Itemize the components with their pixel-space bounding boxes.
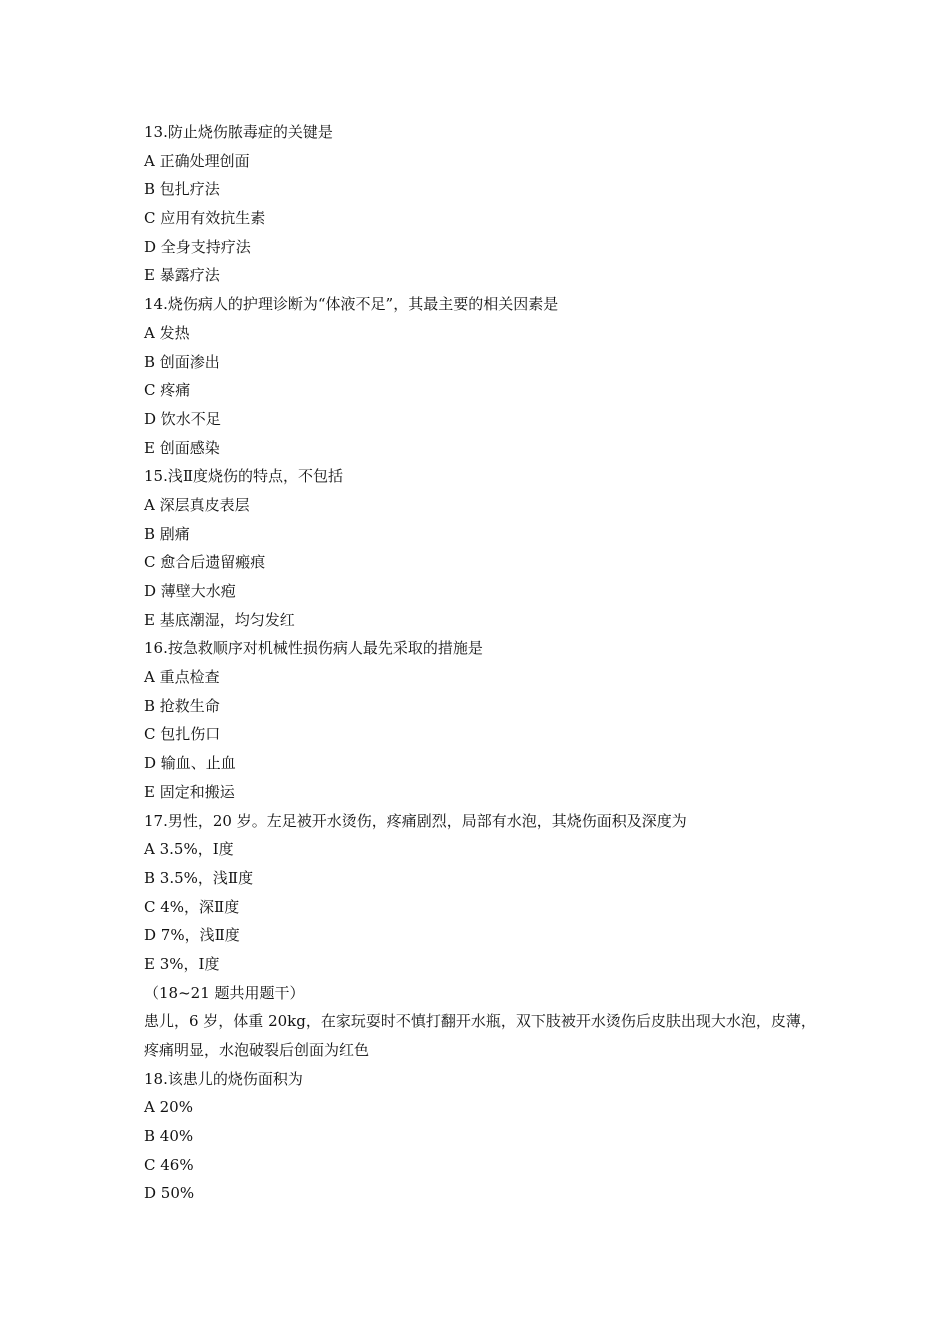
option-b: B 3.5%，浅Ⅱ度 <box>144 868 254 887</box>
question-stem: 14.烧伤病人的护理诊断为“体液不足”，其最主要的相关因素是 <box>144 295 559 314</box>
question-15 <box>144 462 824 634</box>
option-d: D 50% <box>144 1184 195 1203</box>
option-a: A 深层真皮表层 <box>144 495 250 514</box>
question-stem: 17.男性，20 岁。左足被开水烫伤，疼痛剧烈，局部有水泡，其烧伤面积及深度为 <box>144 811 687 830</box>
question-stem: 15.浅Ⅱ度烧伤的特点，不包括 <box>144 467 344 486</box>
shared-stem-header: （18~21 题共用题干） <box>144 983 305 1002</box>
option-a: A 3.5%，Ⅰ度 <box>144 840 234 859</box>
option-c: C 应用有效抗生素 <box>144 209 266 228</box>
option-e: E 创面感染 <box>144 438 220 457</box>
question-18 <box>144 1065 824 1208</box>
question-13 <box>144 118 824 290</box>
option-d: D 饮水不足 <box>144 409 221 428</box>
shared-stem <box>144 979 824 1065</box>
question-stem: 16.按急救顺序对机械性损伤病人最先采取的措施是 <box>144 639 483 658</box>
option-c: C 包扎伤口 <box>144 725 221 744</box>
option-a: A 发热 <box>144 323 190 342</box>
option-a: A 重点检查 <box>144 668 220 687</box>
option-a: A 正确处理创面 <box>144 151 250 170</box>
question-14 <box>144 290 824 462</box>
question-stem: 13.防止烧伤脓毒症的关键是 <box>144 123 333 141</box>
question-16 <box>144 634 824 806</box>
option-c: C 愈合后遗留瘢痕 <box>144 553 266 572</box>
shared-stem-text: 患儿，6 岁，体重 20kg，在家玩耍时不慎打翻开水瓶，双下肢被开水烫伤后皮肤出现大水泡，皮薄，疼痛明显，水泡破裂后创面为红色 <box>144 1012 816 1060</box>
option-e: E 暴露疗法 <box>144 266 220 285</box>
option-e: E 基底潮湿，均匀发红 <box>144 610 295 629</box>
option-a: A 20% <box>144 1098 193 1117</box>
option-d: D 输血、止血 <box>144 754 236 773</box>
option-b: B 剧痛 <box>144 524 190 543</box>
option-c: C 疼痛 <box>144 381 191 400</box>
option-b: B 包扎疗法 <box>144 180 220 199</box>
option-e: E 固定和搬运 <box>144 782 235 801</box>
option-b: B 抢救生命 <box>144 696 220 715</box>
option-c: C 4%，深Ⅱ度 <box>144 897 240 916</box>
option-b: B 40% <box>144 1127 194 1146</box>
document-page <box>144 118 824 1208</box>
option-d: D 全身支持疗法 <box>144 237 251 256</box>
option-e: E 3%，Ⅰ度 <box>144 954 220 973</box>
option-b: B 创面渗出 <box>144 352 220 371</box>
option-c: C 46% <box>144 1155 194 1174</box>
question-stem: 18.该患儿的烧伤面积为 <box>144 1069 303 1088</box>
option-d: D 薄壁大水疱 <box>144 582 236 600</box>
question-17 <box>144 807 824 979</box>
option-d: D 7%，浅Ⅱ度 <box>144 926 240 945</box>
